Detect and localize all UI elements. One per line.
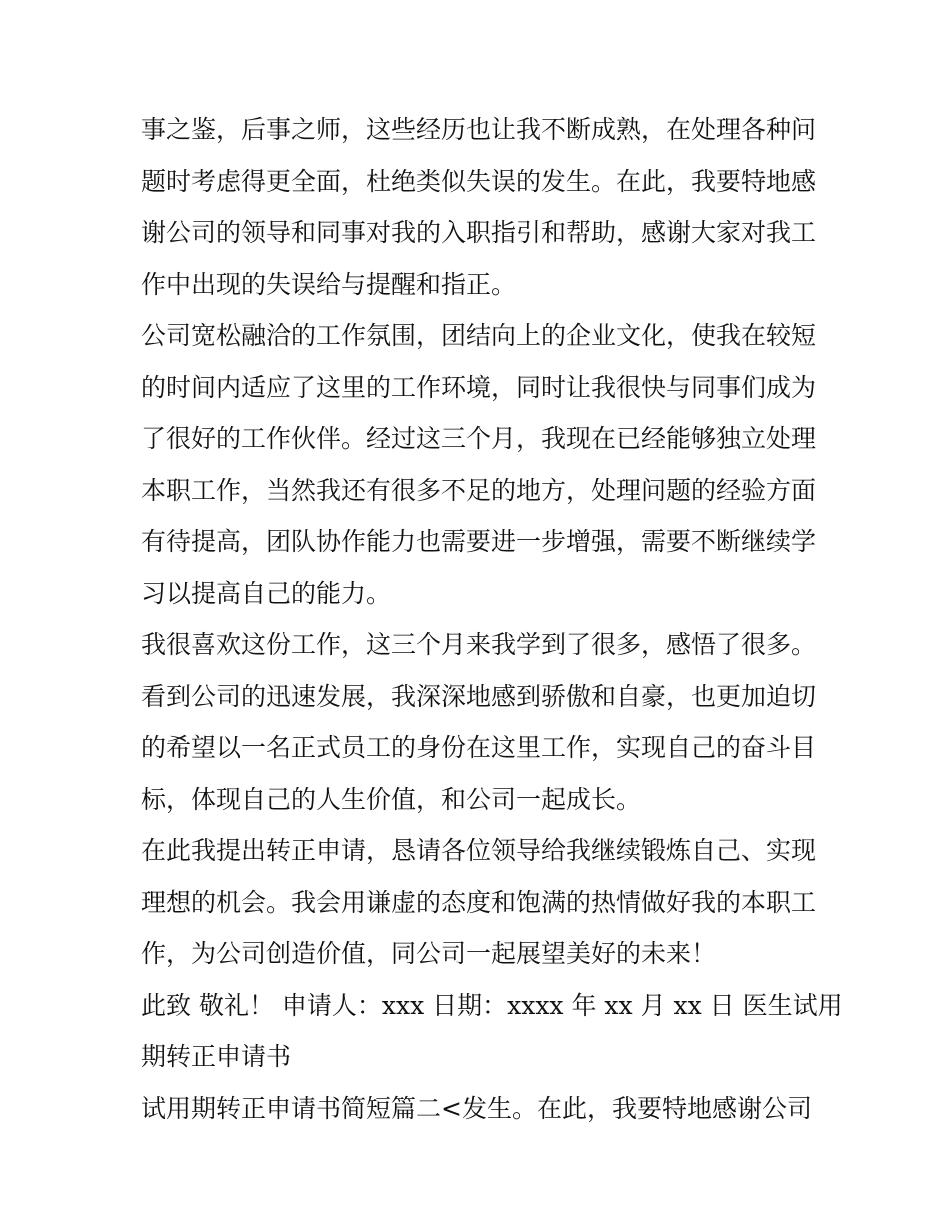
text-line: 标，体现自己的人生价值，和公司一起成长。 [141, 784, 642, 814]
text-line: 我很喜欢这份工作，这三个月来我学到了很多，感悟了很多。 [141, 630, 817, 659]
text-line: 试用期转正申请书简短篇二<发生。在此，我要特地感谢公司 [141, 1093, 812, 1123]
document-body [141, 104, 843, 1134]
text-line: 题时考虑得更全面，杜绝类似失误的发生。在此，我要特地感 [141, 166, 817, 196]
text-line: 了很好的工作伙伴。经过这三个月，我现在已经能够独立处理 [141, 424, 817, 453]
text-line: 本职工作，当然我还有很多不足的地方，处理问题的经验方面 [141, 475, 817, 505]
text-line: 公司宽松融洽的工作氛围，团结向上的企业文化，使我在较短 [141, 321, 817, 350]
text-line: 期转正申请书 [141, 1042, 292, 1071]
text-line: 谢公司的领导和同事对我的入职指引和帮助，感谢大家对我工 [141, 218, 817, 247]
text-line: 理想的机会。我会用谦虚的态度和饱满的热情做好我的本职工 [141, 887, 817, 917]
text-line: 的希望以一名正式员工的身份在这里工作，实现自己的奋斗目 [141, 733, 817, 762]
text-line: 的时间内适应了这里的工作环境，同时让我很快与同事们成为 [141, 372, 817, 402]
text-line: 作中出现的失误给与提醒和指正。 [141, 269, 517, 299]
text-line: 在此我提出转正申请，恳请各位领导给我继续锻炼自己、实现 [141, 836, 817, 865]
text-line: 事之鉴，后事之师，这些经历也让我不断成熟，在处理各种问 [141, 115, 817, 144]
text-line: 有待提高，团队协作能力也需要进一步增强，需要不断继续学 [141, 527, 817, 556]
text-line: 看到公司的迅速发展，我深深地感到骄傲和自豪，也更加迫切 [141, 681, 817, 711]
text-line: 习以提高自己的能力。 [141, 578, 392, 608]
text-line: 此致 敬礼！ 申请人：xxx 日期：xxxx 年 xx 月 xx 日 医生试用 [141, 990, 843, 1020]
text-line: 作，为公司创造价值，同公司一起展望美好的未来！ [141, 939, 717, 968]
